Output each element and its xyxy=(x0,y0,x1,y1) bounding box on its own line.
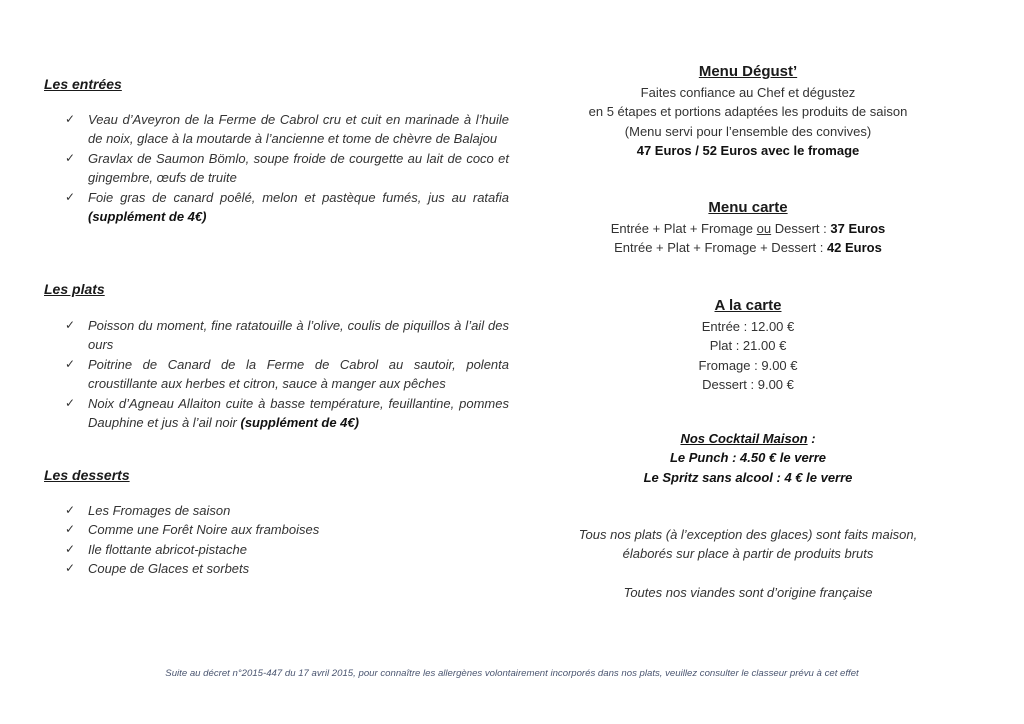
menu-carte-ou: ou xyxy=(756,221,772,236)
section-title-plats: Les plats xyxy=(44,281,105,297)
cocktails-title: Nos Cocktail Maison xyxy=(680,431,808,446)
menu-carte-block xyxy=(548,197,948,258)
check-icon: ✓ xyxy=(65,318,76,332)
menu-item-text: Comme une Forêt Noire aux framboises xyxy=(88,522,320,538)
menu-carte-price: 37 Euros xyxy=(830,221,886,236)
check-icon: ✓ xyxy=(65,503,76,517)
menu-item-text: Gravlax de Saumon Bömlo, soupe froide de courgette au lait de coco et gingembre, œufs de truite xyxy=(88,150,509,186)
entrees-list xyxy=(62,110,509,226)
menu-carte-title: Menu carte xyxy=(708,199,788,216)
menu-item-text: Poisson du moment, fine ratatouille à l’olive, coulis de piquillos à l’ail des ours xyxy=(88,318,509,353)
check-icon: ✓ xyxy=(65,561,76,576)
menu-item xyxy=(62,520,509,539)
menu-carte-price: 42 Euros xyxy=(826,240,882,256)
check-icon: ✓ xyxy=(65,189,76,204)
check-icon: ✓ xyxy=(65,522,76,537)
supplement-note: (supplément de 4€) xyxy=(88,209,207,225)
menu-carte-text: Entrée + Plat + Fromage xyxy=(610,221,757,236)
cocktail-punch: Le Punch : 4.50 € le verre xyxy=(669,450,827,466)
cocktails-block xyxy=(548,429,948,487)
check-icon: ✓ xyxy=(65,150,76,165)
cocktail-spritz: Le Spritz sans alcool : 4 € le verre xyxy=(643,469,853,485)
a-la-carte-item: Fromage : 9.00 € xyxy=(698,357,798,373)
a-la-carte-item: Entrée : 12.00 € xyxy=(701,319,795,334)
a-la-carte-title: A la carte xyxy=(714,297,782,314)
a-la-carte-block xyxy=(548,295,948,395)
menu-degust-block xyxy=(548,61,948,161)
check-icon: ✓ xyxy=(65,541,76,556)
plats-list xyxy=(62,316,509,432)
section-title-entrees: Les entrées xyxy=(44,76,122,92)
note-homemade-2: élaborés sur place à partir de produits bruts xyxy=(622,546,874,562)
menu-item-text: Noix d’Agneau Allaiton cuite à basse température, feuillantine, pommes Dauphine et jus à l’ail noir xyxy=(88,395,509,431)
menu-item xyxy=(62,188,509,227)
menu-item xyxy=(62,501,509,520)
menu-carte-text: Dessert : xyxy=(771,221,831,236)
menu-item-text: Poitrine de Canard de la Ferme de Cabrol au sautoir, polenta croustillante aux herbes et citron, sauce à manger aux pêches xyxy=(88,356,509,392)
menu-item-text: Les Fromages de saison xyxy=(88,503,231,518)
check-icon: ✓ xyxy=(65,112,76,126)
cocktails-title-line xyxy=(548,429,948,448)
cocktails-colon: : xyxy=(807,431,816,446)
supplement-note: (supplément de 4€) xyxy=(240,415,359,431)
menu-degust-title: Menu Dégust’ xyxy=(698,63,798,80)
menu-item xyxy=(62,110,509,149)
check-icon: ✓ xyxy=(65,395,76,410)
menu-degust-line: en 5 étapes et portions adaptées les produits de saison xyxy=(588,104,908,120)
menu-degust-line: Faites confiance au Chef et dégustez xyxy=(640,85,856,100)
menu-item-text: Ile flottante abricot-pistache xyxy=(88,541,247,557)
allergen-footer: Suite au décret n°2015-447 du 17 avril 2015, pour connaître les allergènes volontairement incorporés dans nos plats, veuillez consulter le classeur prévu à cet effet xyxy=(165,668,859,679)
menu-carte-text: Entrée + Plat + Fromage + Dessert : xyxy=(614,240,827,256)
a-la-carte-item: Plat : 21.00 € xyxy=(709,338,787,354)
note-meat-origin: Toutes nos viandes sont d’origine française xyxy=(623,584,873,600)
menu-degust-line: (Menu servi pour l’ensemble des convives) xyxy=(624,123,872,139)
menu-item xyxy=(62,394,509,433)
desserts-list xyxy=(62,501,509,579)
check-icon: ✓ xyxy=(65,356,76,371)
note-homemade: Tous nos plats (à l’exception des glaces) sont faits maison, xyxy=(578,527,918,542)
menu-item xyxy=(62,316,509,355)
menu-item-text: Coupe de Glaces et sorbets xyxy=(88,561,250,577)
menu-degust-price: 47 Euros / 52 Euros avec le fromage xyxy=(636,143,860,159)
a-la-carte-item: Dessert : 9.00 € xyxy=(702,377,794,393)
menu-carte-line-1 xyxy=(548,219,948,238)
menu-item xyxy=(62,149,509,188)
menu-item xyxy=(62,559,509,578)
menu-item-text: Veau d’Aveyron de la Ferme de Cabrol cru et cuit en marinade à l’huile de noix, glace à la moutarde à l’ancienne et tome de chèvre de Balajou xyxy=(88,112,509,147)
menu-carte-line-2 xyxy=(548,238,948,257)
menu-item xyxy=(62,540,509,559)
notes-block xyxy=(548,525,948,602)
menu-item xyxy=(62,355,509,394)
menu-item-text: Foie gras de canard poêlé, melon et pastèque fumés, jus au ratafia xyxy=(88,189,509,205)
section-title-desserts: Les desserts xyxy=(44,467,130,483)
